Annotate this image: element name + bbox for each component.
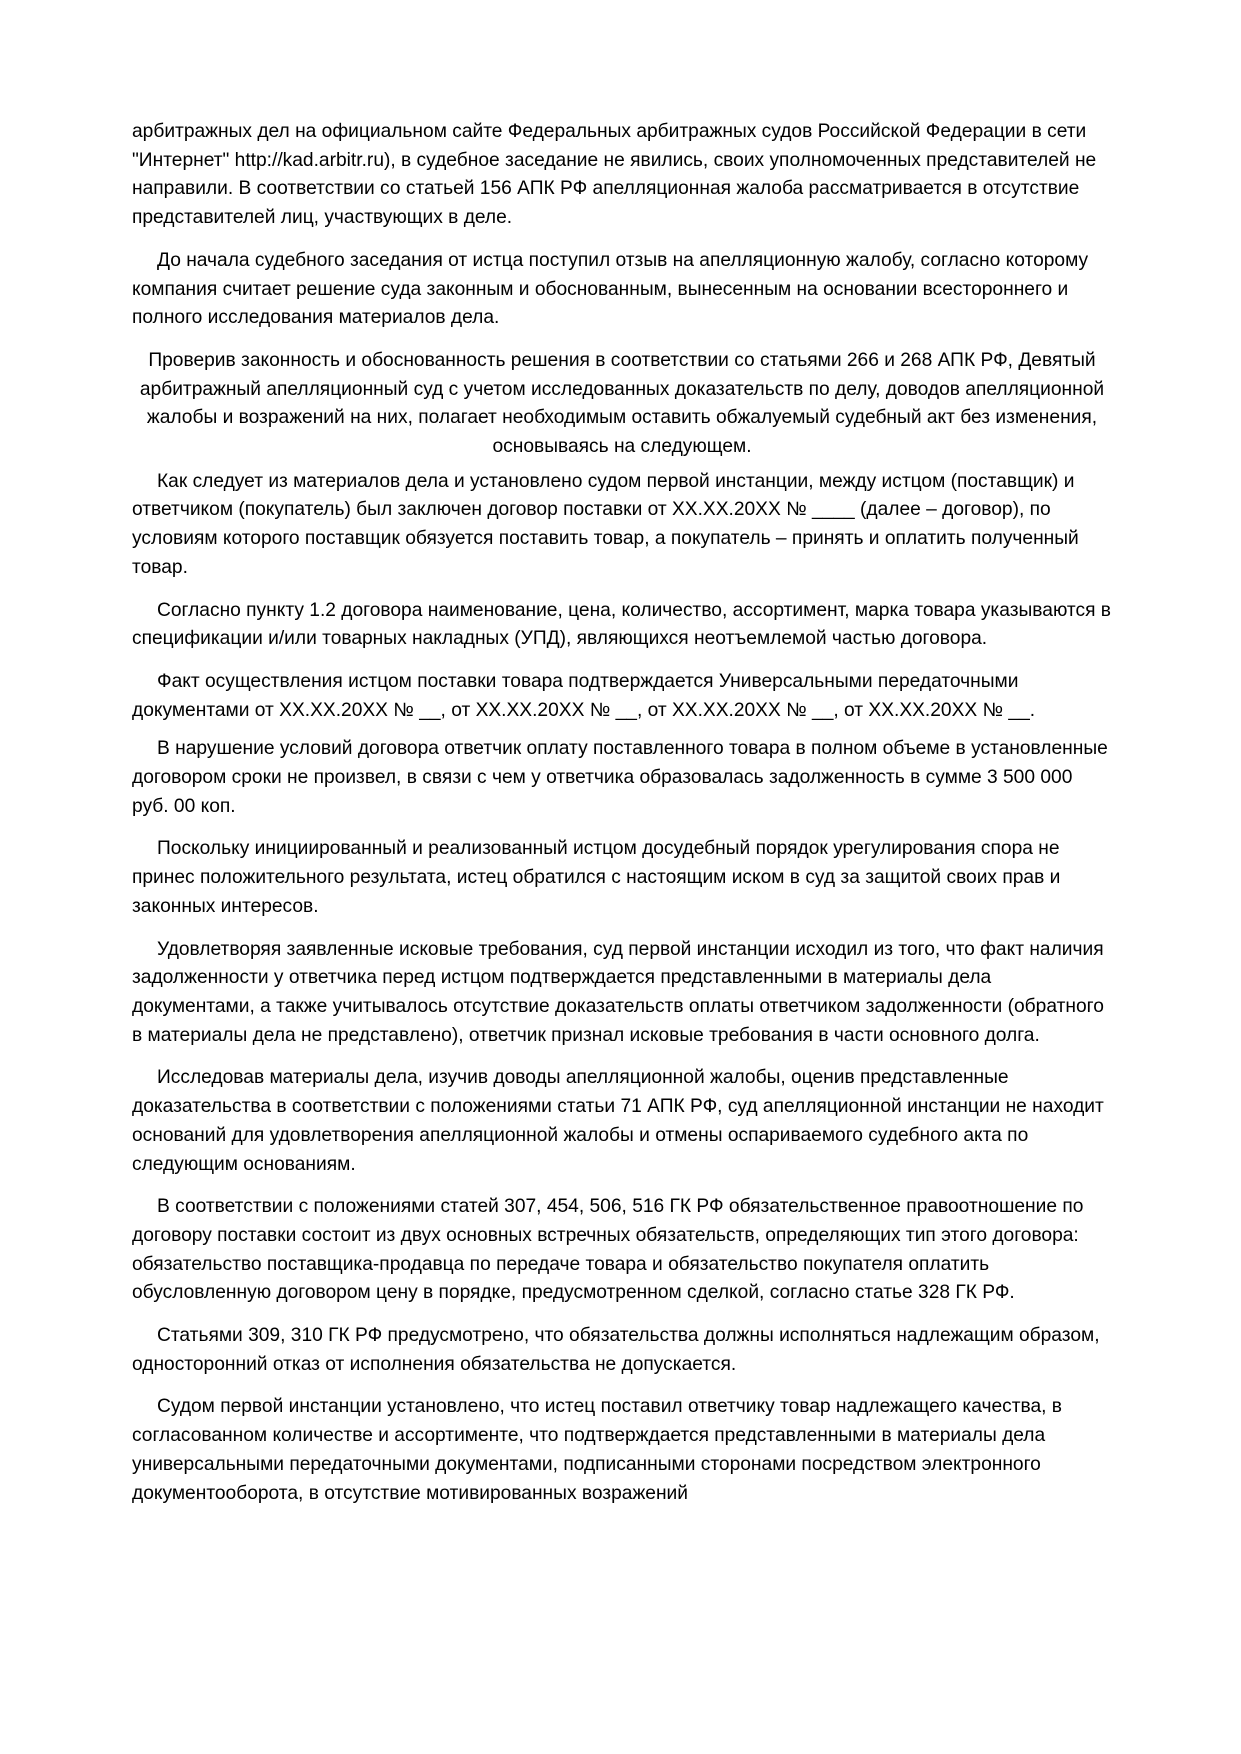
paragraph-continuation: арбитражных дел на официальном сайте Федеральных арбитражных судов Российской Федерации в сети "Интернет" http://kad.arbitr.ru), в судебное заседание не явились, своих уполномоченных представителей не направили. В соответствии со статьей 156 АПК РФ апелляционная жалоба рассматривается в отсутствие представителей лиц, участвующих в деле. [132,121,1097,229]
paragraph-civil-code: В соответствии с положениями статей 307, 454, 506, 516 ГК РФ обязательственное правоотношение по договору поставки состоит из двух основных встречных обязательств, определяющих тип этого договора: обязательство поставщика-продавца по передаче товара и обязательство покупателя оплатить обусловленную договором цену в порядке, предусмотренном сделкой, согласно статье 328 ГК РФ. [132,1196,1084,1304]
paragraph-contract-clause: Согласно пункту 1.2 договора наименование, цена, количество, ассортимент, марка товара указываются в спецификации и/или товарных накладных (УПД), являющихся неотъемлемой частью договора. [132,599,1111,650]
paragraph-appeal-review: Исследовав материалы дела, изучив доводы апелляционной жалобы, оценив представленные доказательства в соответствии с положениями статьи 71 АПК РФ, суд апелляционной инстанции не находит оснований для удовлетворения апелляционной жалобы и отмены оспариваемого судебного акта по следующим основаниям. [132,1067,1104,1175]
paragraph-delivery-fact: Факт осуществления истцом поставки товара подтверждается Универсальными передаточными документами от ХХ.ХХ.20ХХ № __, от ХХ.ХХ.20ХХ № __, от ХХ.ХХ.20ХХ № __, от ХХ.ХХ.20ХХ № __. [132,670,1036,721]
paragraph-contract: Как следует из материалов дела и установлено судом первой инстанции, между истцом (поставщик) и ответчиком (покупатель) был заключен договор поставки от ХХ.ХХ.20ХХ № ____ (далее – договор), по условиям которого поставщик обязуется поставить товар, а покупатель – принять и оплатить полученный товар. [132,470,1079,578]
document-page [132,118,1112,1522]
paragraph-first-instance: Удовлетворяя заявленные исковые требования, суд первой инстанции исходил из того, что факт наличия задолженности у ответчика перед истцом подтверждается представленными в материалы дела документами, а также учитывалось отсутствие доказательств оплаты ответчиком задолженности (обратного в материалы дела не представлено), ответчик признал исковые требования в части основного долга. [132,938,1104,1046]
paragraph-respondent-review: До начала судебного заседания от истца поступил отзыв на апелляционную жалобу, согласно которому компания считает решение суда законным и обоснованным, вынесенным на основании всестороннего и полного исследования материалов дела. [132,249,1089,329]
paragraph-pretrial: Поскольку инициированный и реализованный истцом досудебный порядок урегулирования спора не принес положительного результата, истец обратился с настоящим иском в суд за защитой своих прав и законных интересов. [132,838,1061,917]
paragraph-debt: В нарушение условий договора ответчик оплату поставленного товара в полном объеме в установленные договором сроки не произвел, в связи с чем у ответчика образовалась задолженность в сумме 3 500 000 руб. 00 коп. [132,738,1108,817]
paragraph-court-conclusion: Проверив законность и обоснованность решения в соответствии со статьями 266 и 268 АПК РФ, Девятый арбитражный апелляционный суд с учетом исследованных доказательств по делу, доводов апелляционной жалобы и возражений на них, полагает необходимым оставить обжалуемый судебный акт без изменения, основываясь на следующем. [139,349,1105,458]
paragraph-findings: Судом первой инстанции установлено, что истец поставил ответчику товар надлежащего качества, в согласованном количестве и ассортименте, что подтверждается представленными в материалы дела универсальными передаточными документами, подписанными сторонами посредством электронного документооборота, в отсутствие мотивированных возражений [132,1396,1062,1504]
paragraph-obligations: Статьями 309, 310 ГК РФ предусмотрено, что обязательства должны исполняться надлежащим образом, односторонний отказ от исполнения обязательства не допускается. [132,1325,1100,1375]
